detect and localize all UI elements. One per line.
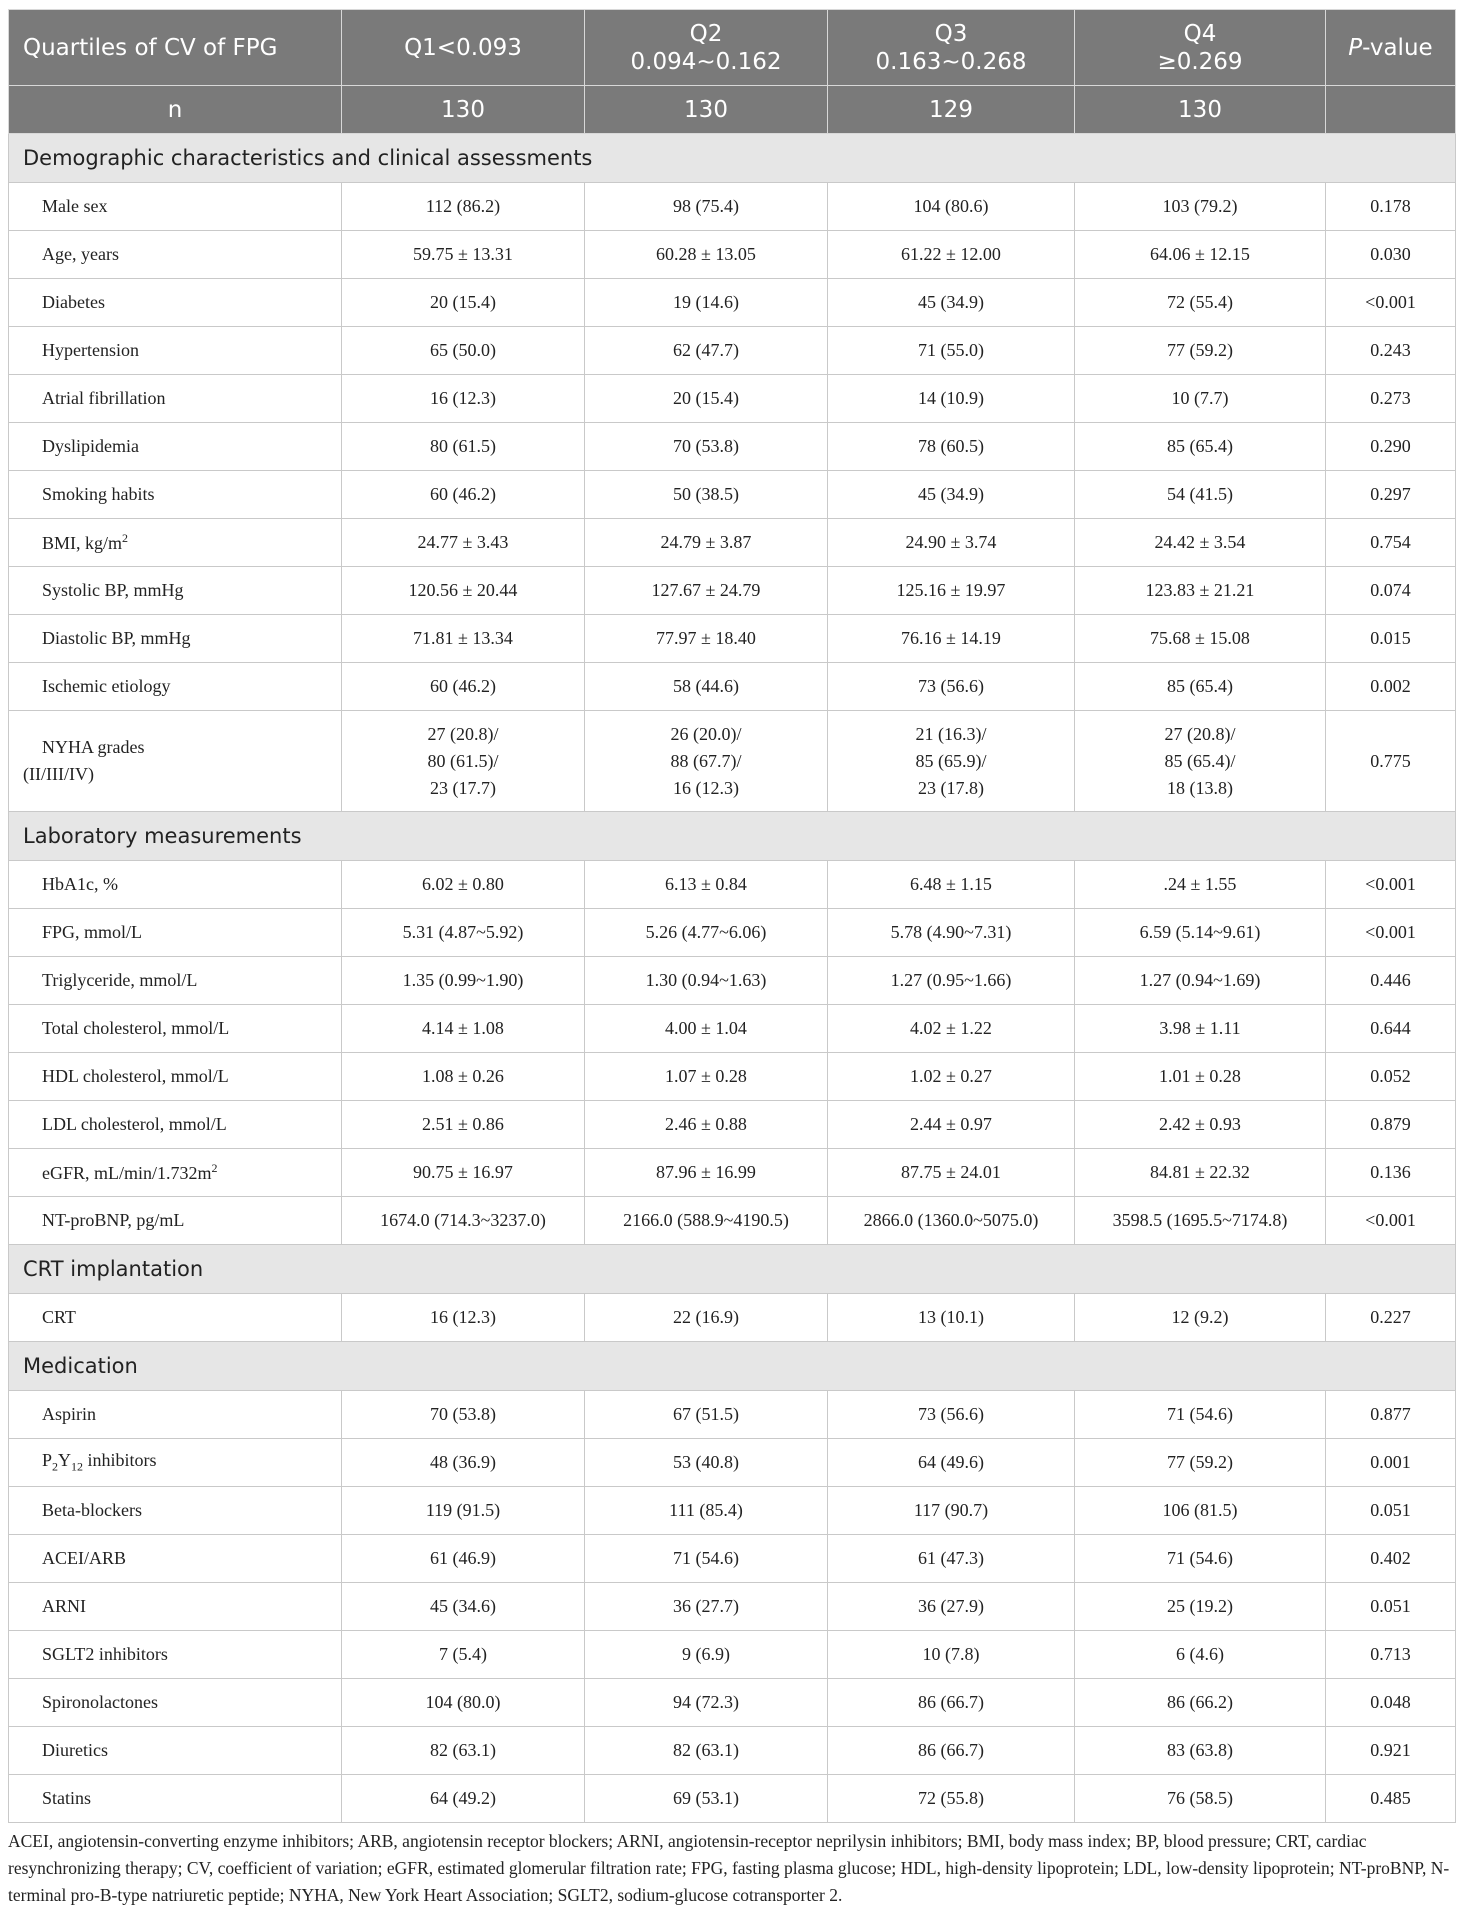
row-value-q4: 123.83 ± 21.21 — [1075, 567, 1326, 615]
row-value-q2: 82 (63.1) — [585, 1727, 828, 1775]
header-n-q4: 130 — [1075, 86, 1326, 134]
row-value-line: 27 (20.8)/ — [427, 723, 499, 744]
row-value-q2: 62 (47.7) — [585, 327, 828, 375]
table-row — [9, 1197, 1456, 1245]
row-value-q2: 98 (75.4) — [585, 183, 828, 231]
header-n-q1: 130 — [342, 86, 585, 134]
row-value-q2: 22 (16.9) — [585, 1294, 828, 1342]
row-pvalue: 0.290 — [1326, 423, 1456, 471]
row-label: Age, years — [9, 231, 342, 279]
row-pvalue: 0.273 — [1326, 375, 1456, 423]
row-label: HDL cholesterol, mmol/L — [9, 1053, 342, 1101]
row-value-q1: 82 (63.1) — [342, 1727, 585, 1775]
row-label-line2: (II/III/IV) — [23, 764, 94, 784]
row-label: Smoking habits — [9, 471, 342, 519]
row-value-q1: 64 (49.2) — [342, 1775, 585, 1823]
row-pvalue: 0.074 — [1326, 567, 1456, 615]
row-label — [9, 711, 342, 812]
row-pvalue: 0.015 — [1326, 615, 1456, 663]
row-value-q1: 104 (80.0) — [342, 1679, 585, 1727]
row-value-q2: 77.97 ± 18.40 — [585, 615, 828, 663]
row-value-q4: .24 ± 1.55 — [1075, 861, 1326, 909]
row-value-q3: 24.90 ± 3.74 — [828, 519, 1075, 567]
footnote: ACEI, angiotensin-converting enzyme inhibitors; ARB, angiotensin receptor blockers; ARNI, angiotensin-receptor neprilysin inhibitors; BMI, body mass index; BP, blood pressure; CRT, cardiac resynchronizing therapy; CV, coefficient of variation; eGFR, estimated glomerular filtration rate; FPG, fasting plasma glucose; HDL, high-density lipoprotein; LDL, low-density lipoprotein; NT-proBNP, N-terminal pro-B-type natriuretic peptide; NYHA, New York Heart Association; SGLT2, sodium-glucose cotransporter 2. — [8, 1831, 1450, 1905]
row-value-q3: 36 (27.9) — [828, 1583, 1075, 1631]
row-label-text: BMI, kg/m — [42, 533, 123, 553]
row-value-q3: 14 (10.9) — [828, 375, 1075, 423]
row-label: Triglyceride, mmol/L — [9, 957, 342, 1005]
row-label: Diuretics — [9, 1727, 342, 1775]
row-pvalue: 0.644 — [1326, 1005, 1456, 1053]
row-value-q1: 71.81 ± 13.34 — [342, 615, 585, 663]
row-value-q4: 10 (7.7) — [1075, 375, 1326, 423]
row-value-q1: 60 (46.2) — [342, 471, 585, 519]
row-value-q1: 1674.0 (714.3~3237.0) — [342, 1197, 585, 1245]
row-value-q1: 5.31 (4.87~5.92) — [342, 909, 585, 957]
row-value-line: 23 (17.7) — [430, 777, 496, 798]
header-n-q3: 129 — [828, 86, 1075, 134]
row-value-q3 — [828, 711, 1075, 812]
table-row — [9, 615, 1456, 663]
row-value-q2: 2.46 ± 0.88 — [585, 1101, 828, 1149]
row-value-q1: 60 (46.2) — [342, 663, 585, 711]
row-value-q3: 6.48 ± 1.15 — [828, 861, 1075, 909]
header-q1-line1: Q1<0.093 — [404, 34, 522, 61]
row-pvalue: <0.001 — [1326, 279, 1456, 327]
row-value-line: 85 (65.9)/ — [915, 750, 987, 771]
table-row-nyha — [9, 711, 1456, 812]
row-value-q4: 2.42 ± 0.93 — [1075, 1101, 1326, 1149]
row-label: Male sex — [9, 183, 342, 231]
row-label: ARNI — [9, 1583, 342, 1631]
table-row — [9, 231, 1456, 279]
row-value-line: 16 (12.3) — [673, 777, 739, 798]
header-n-p — [1326, 86, 1456, 134]
header-q2 — [585, 10, 828, 86]
table-row — [9, 663, 1456, 711]
row-value-q3: 117 (90.7) — [828, 1487, 1075, 1535]
table-row — [9, 471, 1456, 519]
table-row — [9, 1583, 1456, 1631]
row-value-q4: 84.81 ± 22.32 — [1075, 1149, 1326, 1197]
row-value-q4: 85 (65.4) — [1075, 423, 1326, 471]
row-value-q1: 20 (15.4) — [342, 279, 585, 327]
row-value-q2 — [585, 711, 828, 812]
header-q1 — [342, 10, 585, 86]
row-pvalue: 0.051 — [1326, 1487, 1456, 1535]
row-value-q2: 70 (53.8) — [585, 423, 828, 471]
row-value-q3: 13 (10.1) — [828, 1294, 1075, 1342]
row-label: Diabetes — [9, 279, 342, 327]
row-value-q4: 3598.5 (1695.5~7174.8) — [1075, 1197, 1326, 1245]
header-q2-line1: Q2 — [689, 20, 723, 47]
row-value-q4: 3.98 ± 1.11 — [1075, 1005, 1326, 1053]
row-value-q2: 4.00 ± 1.04 — [585, 1005, 828, 1053]
table-row — [9, 1439, 1456, 1487]
row-value-q4: 12 (9.2) — [1075, 1294, 1326, 1342]
row-pvalue: <0.001 — [1326, 861, 1456, 909]
header-n-row — [9, 86, 1456, 134]
row-value-q2: 50 (38.5) — [585, 471, 828, 519]
row-label: Diastolic BP, mmHg — [9, 615, 342, 663]
table-row — [9, 1727, 1456, 1775]
table-row — [9, 327, 1456, 375]
row-value-q3: 61.22 ± 12.00 — [828, 231, 1075, 279]
row-value-q1: 16 (12.3) — [342, 375, 585, 423]
row-value-q4: 71 (54.6) — [1075, 1535, 1326, 1583]
row-value-q3: 78 (60.5) — [828, 423, 1075, 471]
row-label: CRT — [9, 1294, 342, 1342]
row-value-q1 — [342, 711, 585, 812]
row-value-q1: 70 (53.8) — [342, 1391, 585, 1439]
row-pvalue: 0.052 — [1326, 1053, 1456, 1101]
table-row — [9, 1005, 1456, 1053]
row-value-q4: 1.01 ± 0.28 — [1075, 1053, 1326, 1101]
table-row — [9, 1101, 1456, 1149]
row-value-q3: 73 (56.6) — [828, 1391, 1075, 1439]
row-value-line: 27 (20.8)/ — [1164, 723, 1236, 744]
row-pvalue: 0.001 — [1326, 1439, 1456, 1487]
row-value-q3: 4.02 ± 1.22 — [828, 1005, 1075, 1053]
row-value-q3: 64 (49.6) — [828, 1439, 1075, 1487]
row-value-q1: 65 (50.0) — [342, 327, 585, 375]
row-label: ACEI/ARB — [9, 1535, 342, 1583]
section-title: CRT implantation — [9, 1245, 1456, 1294]
row-value-q1: 1.08 ± 0.26 — [342, 1053, 585, 1101]
row-value-q2: 71 (54.6) — [585, 1535, 828, 1583]
header-q3-line2: 0.163~0.268 — [875, 48, 1027, 75]
row-pvalue: 0.297 — [1326, 471, 1456, 519]
table-row — [9, 1391, 1456, 1439]
section-title: Laboratory measurements — [9, 812, 1456, 861]
row-pvalue: 0.002 — [1326, 663, 1456, 711]
row-value-q3: 86 (66.7) — [828, 1679, 1075, 1727]
row-pvalue: 0.048 — [1326, 1679, 1456, 1727]
table-row — [9, 957, 1456, 1005]
row-value-q1: 1.35 (0.99~1.90) — [342, 957, 585, 1005]
row-pvalue: 0.446 — [1326, 957, 1456, 1005]
row-value-q2: 53 (40.8) — [585, 1439, 828, 1487]
table-row — [9, 1679, 1456, 1727]
row-label: FPG, mmol/L — [9, 909, 342, 957]
header-pvalue-italic: P — [1348, 34, 1363, 61]
row-value-q1: 112 (86.2) — [342, 183, 585, 231]
row-pvalue: 0.877 — [1326, 1391, 1456, 1439]
row-label — [9, 1149, 342, 1197]
row-pvalue: 0.030 — [1326, 231, 1456, 279]
row-value-q4: 106 (81.5) — [1075, 1487, 1326, 1535]
row-value-q4 — [1075, 711, 1326, 812]
row-pvalue: 0.178 — [1326, 183, 1456, 231]
table-row — [9, 183, 1456, 231]
table-row — [9, 1487, 1456, 1535]
row-value-q3: 1.02 ± 0.27 — [828, 1053, 1075, 1101]
row-value-q4: 85 (65.4) — [1075, 663, 1326, 711]
row-label — [9, 1439, 342, 1487]
table-row — [9, 1631, 1456, 1679]
row-value-q1: 48 (36.9) — [342, 1439, 585, 1487]
row-value-q1: 7 (5.4) — [342, 1631, 585, 1679]
row-label: SGLT2 inhibitors — [9, 1631, 342, 1679]
row-value-q2: 24.79 ± 3.87 — [585, 519, 828, 567]
table-row — [9, 909, 1456, 957]
baseline-characteristics-table — [8, 9, 1456, 1823]
row-value-q4: 6 (4.6) — [1075, 1631, 1326, 1679]
row-label: Statins — [9, 1775, 342, 1823]
row-label: Ischemic etiology — [9, 663, 342, 711]
row-value-q1: 16 (12.3) — [342, 1294, 585, 1342]
row-value-q2: 19 (14.6) — [585, 279, 828, 327]
row-value-line: 80 (61.5)/ — [427, 750, 499, 771]
row-value-q4: 54 (41.5) — [1075, 471, 1326, 519]
row-value-line: 18 (13.8) — [1167, 777, 1233, 798]
row-label-line1: NYHA grades — [42, 737, 145, 757]
table-row — [9, 1535, 1456, 1583]
row-pvalue: 0.402 — [1326, 1535, 1456, 1583]
row-label: NT-proBNP, pg/mL — [9, 1197, 342, 1245]
row-pvalue: 0.921 — [1326, 1727, 1456, 1775]
header-q2-line2: 0.094~0.162 — [630, 48, 782, 75]
section-medication — [9, 1342, 1456, 1391]
row-pvalue: <0.001 — [1326, 1197, 1456, 1245]
row-value-q3: 104 (80.6) — [828, 183, 1075, 231]
row-value-q1: 80 (61.5) — [342, 423, 585, 471]
row-value-q2: 1.07 ± 0.28 — [585, 1053, 828, 1101]
row-value-q2: 36 (27.7) — [585, 1583, 828, 1631]
row-label: Total cholesterol, mmol/L — [9, 1005, 342, 1053]
table-row — [9, 861, 1456, 909]
section-crt — [9, 1245, 1456, 1294]
row-value-q4: 77 (59.2) — [1075, 327, 1326, 375]
row-value-q4: 83 (63.8) — [1075, 1727, 1326, 1775]
table-row — [9, 423, 1456, 471]
header-pvalue-rest: -value — [1362, 34, 1433, 61]
header-q3-line1: Q3 — [934, 20, 968, 47]
row-label-superscript: 2 — [211, 1161, 218, 1175]
row-value-q4: 86 (66.2) — [1075, 1679, 1326, 1727]
row-pvalue: 0.243 — [1326, 327, 1456, 375]
row-value-q4: 1.27 (0.94~1.69) — [1075, 957, 1326, 1005]
row-label-p: P — [42, 1450, 53, 1471]
row-value-q3: 125.16 ± 19.97 — [828, 567, 1075, 615]
header-label: Quartiles of CV of FPG — [9, 10, 342, 86]
row-label: HbA1c, % — [9, 861, 342, 909]
section-demographic — [9, 134, 1456, 183]
row-label-rest: inhibitors — [83, 1450, 157, 1471]
row-pvalue: 0.879 — [1326, 1101, 1456, 1149]
row-value-line: 26 (20.0)/ — [670, 723, 742, 744]
row-value-q1: 61 (46.9) — [342, 1535, 585, 1583]
row-value-q3: 5.78 (4.90~7.31) — [828, 909, 1075, 957]
row-value-q4: 24.42 ± 3.54 — [1075, 519, 1326, 567]
table-row — [9, 567, 1456, 615]
row-value-q3: 71 (55.0) — [828, 327, 1075, 375]
row-pvalue: 0.051 — [1326, 1583, 1456, 1631]
header-q4 — [1075, 10, 1326, 86]
row-label-sub2: 12 — [71, 1459, 84, 1474]
header-pvalue — [1326, 10, 1456, 86]
row-label: Spironolactones — [9, 1679, 342, 1727]
row-value-q4: 71 (54.6) — [1075, 1391, 1326, 1439]
row-value-q3: 73 (56.6) — [828, 663, 1075, 711]
row-value-q3: 2866.0 (1360.0~5075.0) — [828, 1197, 1075, 1245]
row-pvalue: 0.713 — [1326, 1631, 1456, 1679]
row-value-q2: 87.96 ± 16.99 — [585, 1149, 828, 1197]
row-pvalue: 0.227 — [1326, 1294, 1456, 1342]
table-row — [9, 1775, 1456, 1823]
row-value-q4: 103 (79.2) — [1075, 183, 1326, 231]
row-value-q2: 60.28 ± 13.05 — [585, 231, 828, 279]
row-value-line: 85 (65.4)/ — [1164, 750, 1236, 771]
row-pvalue: 0.485 — [1326, 1775, 1456, 1823]
row-value-q2: 94 (72.3) — [585, 1679, 828, 1727]
table-row — [9, 375, 1456, 423]
header-n-label: n — [9, 86, 342, 134]
row-label-sub1: 2 — [52, 1459, 59, 1474]
row-value-line: 88 (67.7)/ — [670, 750, 742, 771]
row-value-q2: 5.26 (4.77~6.06) — [585, 909, 828, 957]
table-row — [9, 279, 1456, 327]
row-value-q3: 45 (34.9) — [828, 279, 1075, 327]
row-value-q2: 69 (53.1) — [585, 1775, 828, 1823]
row-value-q3: 87.75 ± 24.01 — [828, 1149, 1075, 1197]
header-q3 — [828, 10, 1075, 86]
row-label: Atrial fibrillation — [9, 375, 342, 423]
header-q4-line2: ≥0.269 — [1157, 48, 1243, 75]
table-row — [9, 1149, 1456, 1197]
row-value-q4: 76 (58.5) — [1075, 1775, 1326, 1823]
section-title: Medication — [9, 1342, 1456, 1391]
row-value-q3: 1.27 (0.95~1.66) — [828, 957, 1075, 1005]
row-value-q3: 86 (66.7) — [828, 1727, 1075, 1775]
header-q4-line1: Q4 — [1183, 20, 1217, 47]
row-value-q3: 72 (55.8) — [828, 1775, 1075, 1823]
section-title: Demographic characteristics and clinical assessments — [9, 134, 1456, 183]
row-value-q1: 59.75 ± 13.31 — [342, 231, 585, 279]
row-label-superscript: 2 — [122, 531, 129, 545]
table-row — [9, 1294, 1456, 1342]
row-value-q2: 2166.0 (588.9~4190.5) — [585, 1197, 828, 1245]
row-value-q1: 119 (91.5) — [342, 1487, 585, 1535]
row-value-q2: 58 (44.6) — [585, 663, 828, 711]
row-label-text: eGFR, mL/min/1.732m — [42, 1163, 212, 1183]
row-value-q1: 4.14 ± 1.08 — [342, 1005, 585, 1053]
row-label — [9, 519, 342, 567]
row-value-line: 21 (16.3)/ — [915, 723, 987, 744]
row-pvalue: 0.754 — [1326, 519, 1456, 567]
table-row — [9, 1053, 1456, 1101]
row-value-q2: 111 (85.4) — [585, 1487, 828, 1535]
section-laboratory — [9, 812, 1456, 861]
row-value-q1: 24.77 ± 3.43 — [342, 519, 585, 567]
row-value-line: 23 (17.8) — [918, 777, 984, 798]
row-value-q1: 90.75 ± 16.97 — [342, 1149, 585, 1197]
row-label-y: Y — [58, 1450, 72, 1471]
row-value-q3: 10 (7.8) — [828, 1631, 1075, 1679]
row-value-q1: 2.51 ± 0.86 — [342, 1101, 585, 1149]
row-value-q4: 77 (59.2) — [1075, 1439, 1326, 1487]
row-label: Systolic BP, mmHg — [9, 567, 342, 615]
row-value-q4: 25 (19.2) — [1075, 1583, 1326, 1631]
row-value-q4: 75.68 ± 15.08 — [1075, 615, 1326, 663]
row-label: LDL cholesterol, mmol/L — [9, 1101, 342, 1149]
row-value-q2: 9 (6.9) — [585, 1631, 828, 1679]
row-pvalue: 0.775 — [1326, 711, 1456, 812]
table-row — [9, 519, 1456, 567]
row-value-q2: 20 (15.4) — [585, 375, 828, 423]
row-value-q4: 72 (55.4) — [1075, 279, 1326, 327]
row-value-q2: 1.30 (0.94~1.63) — [585, 957, 828, 1005]
row-value-q3: 45 (34.9) — [828, 471, 1075, 519]
row-value-q4: 64.06 ± 12.15 — [1075, 231, 1326, 279]
row-value-q2: 6.13 ± 0.84 — [585, 861, 828, 909]
row-label: Hypertension — [9, 327, 342, 375]
row-value-q3: 61 (47.3) — [828, 1535, 1075, 1583]
row-value-q1: 45 (34.6) — [342, 1583, 585, 1631]
row-value-q2: 67 (51.5) — [585, 1391, 828, 1439]
row-value-q1: 6.02 ± 0.80 — [342, 861, 585, 909]
row-label: Beta-blockers — [9, 1487, 342, 1535]
row-pvalue: 0.136 — [1326, 1149, 1456, 1197]
row-value-q3: 76.16 ± 14.19 — [828, 615, 1075, 663]
row-label: Aspirin — [9, 1391, 342, 1439]
row-value-q2: 127.67 ± 24.79 — [585, 567, 828, 615]
header-n-q2: 130 — [585, 86, 828, 134]
row-value-q4: 6.59 (5.14~9.61) — [1075, 909, 1326, 957]
row-value-q3: 2.44 ± 0.97 — [828, 1101, 1075, 1149]
row-value-q1: 120.56 ± 20.44 — [342, 567, 585, 615]
header-row — [9, 10, 1456, 86]
row-label: Dyslipidemia — [9, 423, 342, 471]
row-pvalue: <0.001 — [1326, 909, 1456, 957]
